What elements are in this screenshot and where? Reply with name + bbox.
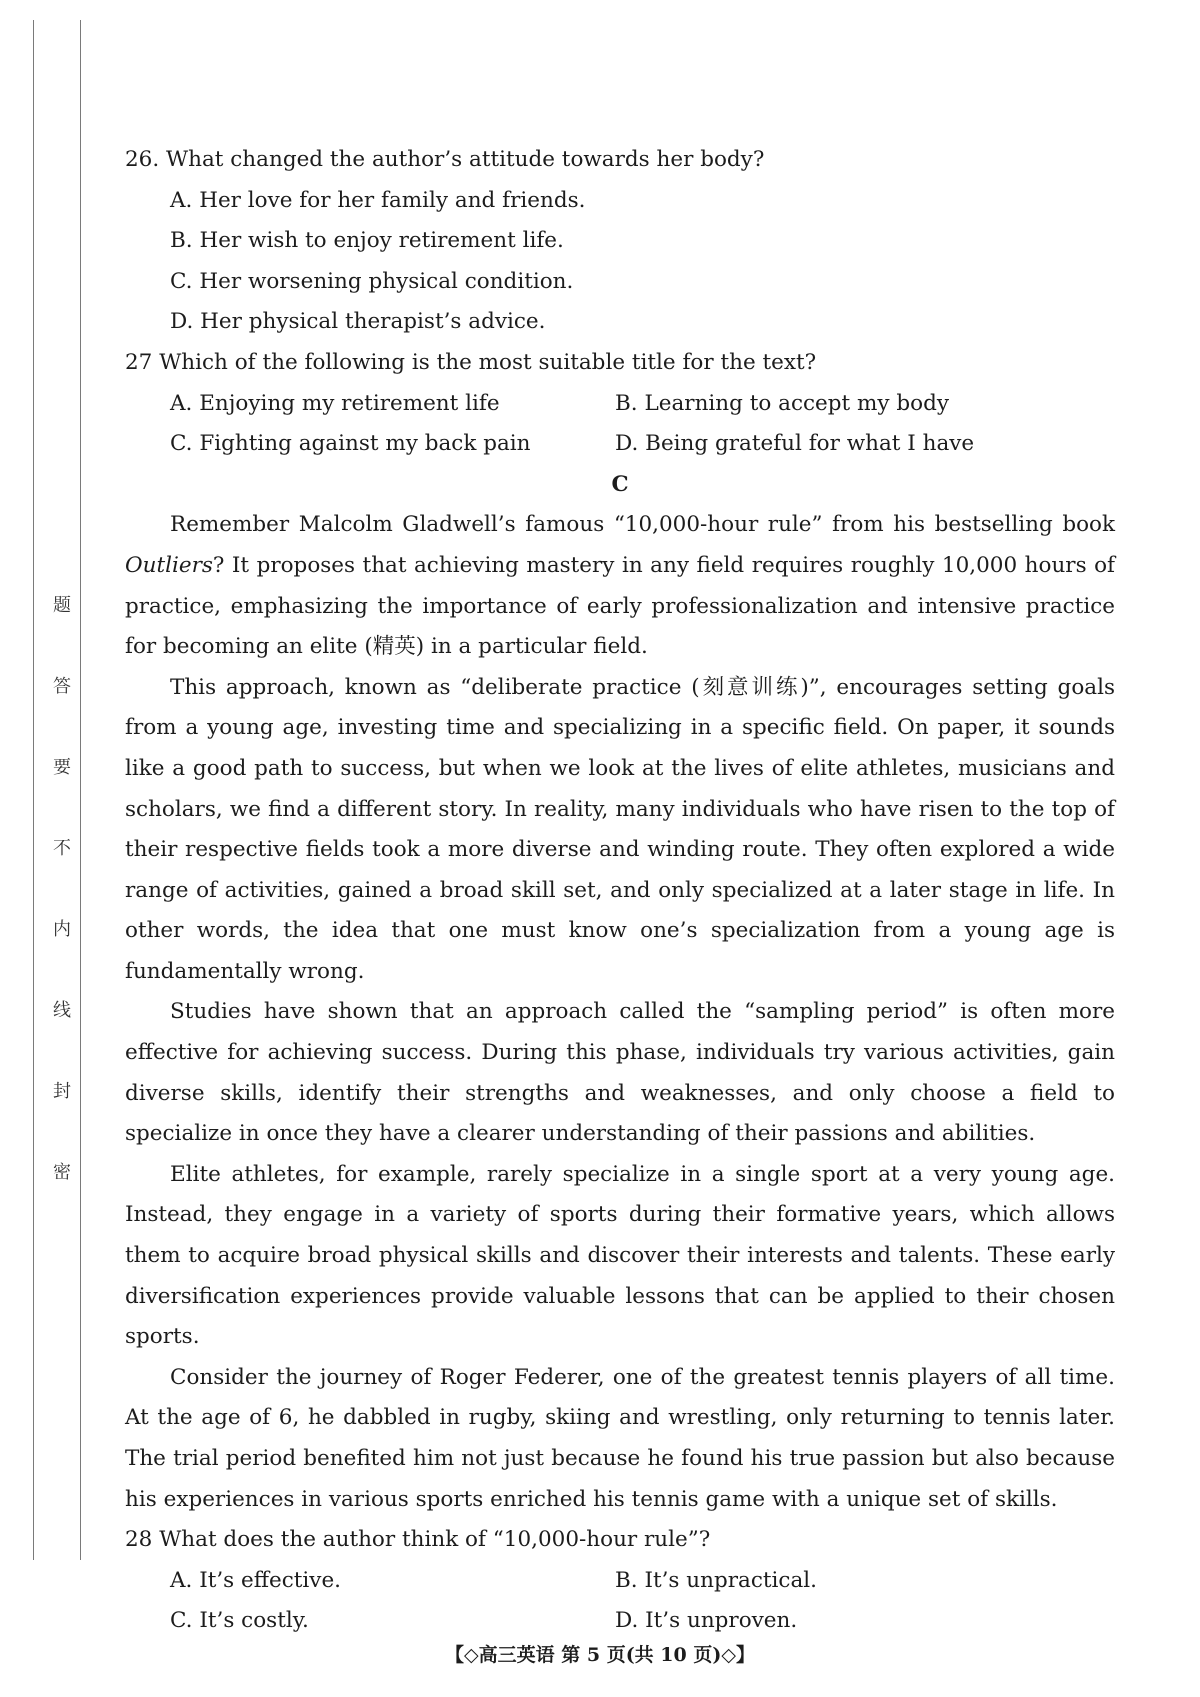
passage-paragraph-3: Studies have shown that an approach called the “sampling period” is often more effective for achieving success. During this phase, individuals try various activities, gain diverse skills, identify their strengths and weaknesses, and only choose a field to specialize in once they have a clearer understanding of their passions and abilities. bbox=[125, 999, 1115, 1147]
question-26: 26. What changed the author’s attitude towards her body? bbox=[125, 147, 765, 172]
section-c-title: C bbox=[611, 471, 629, 497]
q26-option-a: A. Her love for her family and friends. bbox=[170, 187, 586, 213]
seal-line-notice bbox=[46, 596, 78, 1183]
q27-option-d: D. Being grateful for what I have bbox=[615, 431, 975, 457]
q28-options-row-2 bbox=[125, 1601, 1115, 1642]
passage-paragraph-1 bbox=[125, 505, 1115, 667]
seal-char: 封 bbox=[53, 1081, 71, 1102]
q28-option-c: C. It’s costly. bbox=[170, 1608, 309, 1634]
passage-paragraph-2: This approach, known as “deliberate practice (刻意训练)”, encourages setting goals from a young age, investing time and specializing in a specific field. On paper, it sounds like a good path to success, but when we look at the lives of elite athletes, musicians and scholars, we find a different story. In reality, many individuals who have risen to the top of their respective fields took a more diverse and winding route. They often explored a wide range of activities, gained a broad skill set, and only specialized at a later stage in life. In other words, the idea that one must know one’s specialization from a young age is fundamentally wrong. bbox=[125, 674, 1115, 984]
binding-line-inner bbox=[80, 20, 81, 1560]
seal-char: 不 bbox=[53, 838, 71, 859]
q28-option-a: A. It’s effective. bbox=[170, 1567, 342, 1593]
q27-option-c: C. Fighting against my back pain bbox=[170, 431, 531, 457]
seal-char: 要 bbox=[53, 757, 71, 778]
seal-char: 内 bbox=[53, 919, 71, 940]
paragraph-1-continued: ? It proposes that achieving mastery in any field requires roughly 10,000 hours of bbox=[212, 552, 1115, 578]
q28-option-b: B. It’s unpractical. bbox=[615, 1567, 817, 1593]
seal-char: 密 bbox=[53, 1162, 71, 1183]
paragraph-1-text: Remember Malcolm Gladwell’s famous “10,000-hour rule” from his bestselling book bbox=[170, 512, 1115, 538]
q28-option-d: D. It’s unproven. bbox=[615, 1608, 798, 1634]
seal-char: 线 bbox=[53, 1000, 71, 1021]
exam-content bbox=[125, 140, 1115, 1642]
q26-option-c: C. Her worsening physical condition. bbox=[170, 268, 574, 294]
seal-char: 题 bbox=[53, 595, 71, 616]
passage-paragraph-5: Consider the journey of Roger Federer, one of the greatest tennis players of all time. At the age of 6, he dabbled in rugby, skiing and wrestling, only returning to tennis later. The trial period benefited him not just because he found his true passion but also because his experiences in various sports enriched his tennis game with a unique set of skills. bbox=[125, 1364, 1115, 1512]
passage-paragraph-4: Elite athletes, for example, rarely specialize in a single sport at a very young age. Instead, they engage in a variety of sports during their formative years, which allows them to acquire broad physical skills and discover their interests and talents. These early diversification experiences provide valuable lessons that can be applied to their chosen sports. bbox=[125, 1161, 1115, 1350]
question-28: 28 What does the author think of “10,000-hour rule”? bbox=[125, 1527, 711, 1553]
q27-option-a: A. Enjoying my retirement life bbox=[170, 390, 500, 416]
question-27: 27 Which of the following is the most suitable title for the text? bbox=[125, 349, 817, 375]
q27-option-b: B. Learning to accept my body bbox=[615, 390, 949, 416]
q27-options-row-1 bbox=[125, 384, 1115, 425]
q26-option-d: D. Her physical therapist’s advice. bbox=[170, 309, 546, 335]
q27-options-row-2 bbox=[125, 424, 1115, 465]
q26-option-b: B. Her wish to enjoy retirement life. bbox=[170, 228, 564, 254]
page-footer: 【◇高三英语 第 5 页(共 10 页)◇】 bbox=[445, 1644, 755, 1666]
book-title: Outliers bbox=[125, 552, 213, 578]
paragraph-1-end: practice, emphasizing the importance of early professionalization and intensive practice for becoming an elite (精英) in a particular field. bbox=[125, 593, 1115, 660]
q28-options-row-1 bbox=[125, 1561, 1115, 1602]
binding-line-outer bbox=[33, 20, 34, 1560]
seal-char: 答 bbox=[53, 676, 71, 697]
